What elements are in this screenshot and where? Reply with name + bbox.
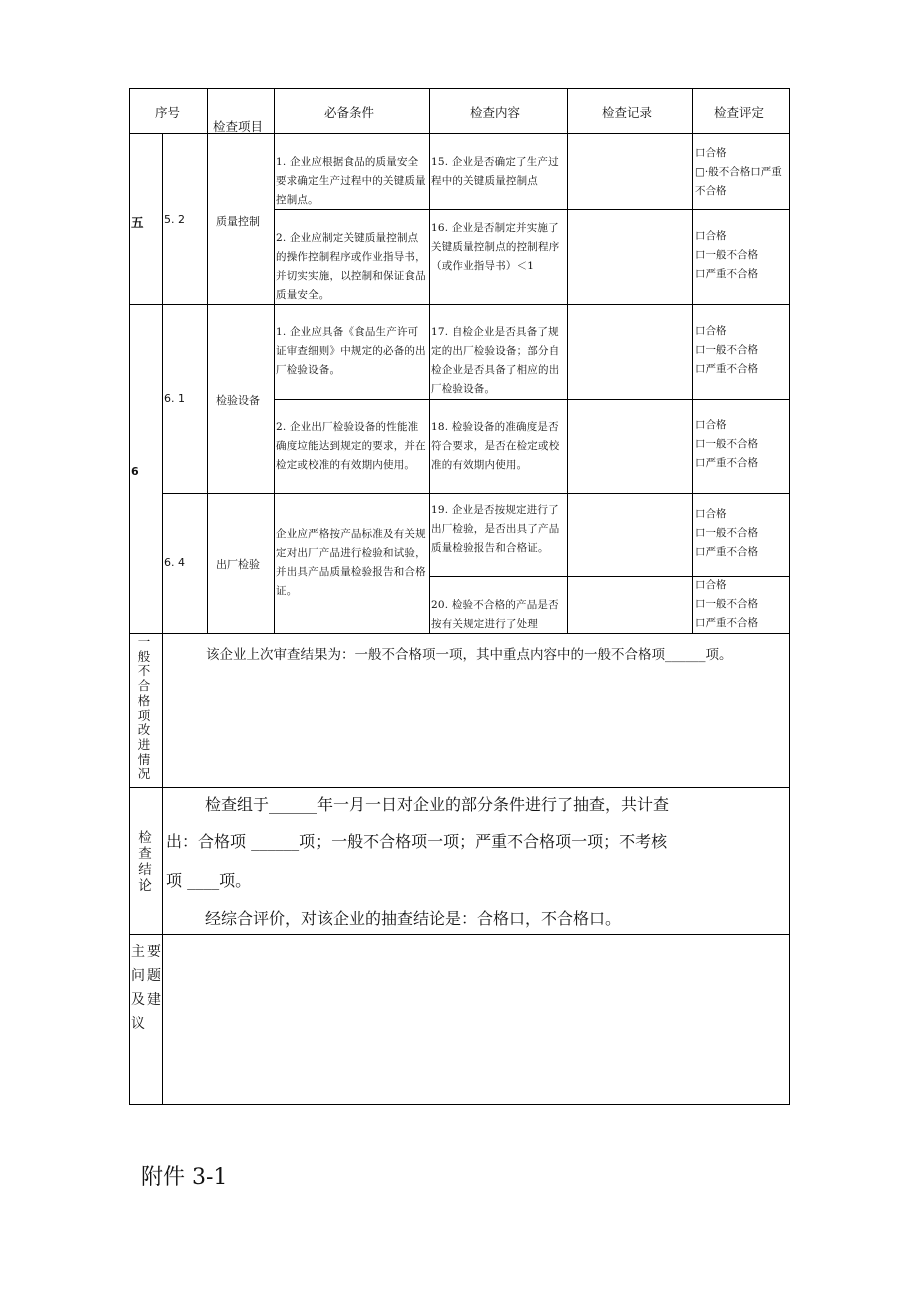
group-sub-5-2: 5. 2 [164,213,185,226]
row-5-evaluation [695,505,789,562]
conclusion-line-4: 经综合评价，对该企业的抽查结论是：合格口，不合格口。 [205,909,622,928]
eval-option: 口严重不合格 [695,268,758,280]
group-sub-6-4: 6. 4 [164,556,185,569]
eval-option: 口严重不合格 [695,546,758,558]
group-number-6: 6 [131,465,139,478]
row-6-evaluation [695,576,789,633]
header-evaluation: 检查评定 [714,105,765,120]
issues-label: 主要问题及建议 [131,944,163,1032]
attachment-label: 附件 3-1 [141,1165,228,1190]
row-1-content: 15. 企业是否确定了生产过程中的关键质量控制点 [431,156,559,187]
eval-option: 口严重不合格 [695,617,758,629]
improvement-label: 一般不合格项改进情况 [137,634,151,782]
group-sub-6-1: 6. 1 [164,392,185,405]
eval-option: □·般不合格口严重不合格 [695,166,782,197]
conclusion-line-3: 项 ____项。 [166,871,252,890]
row-6-content: 20. 检验不合格的产品是否按有关规定进行了处理 [431,599,559,630]
eval-option: 口一般不合格 [695,527,758,539]
row-1-condition: 1. 企业应根据食品的质量安全要求确定生产过程中的关键质量控制点。 [276,156,426,206]
conclusion-line-2: 出：合格项 ______项；一般不合格项一项；严重不合格项一项；不考核 [166,832,668,851]
conclusion-line-1: 检查组于______年一月一日对企业的部分条件进行了抽查，共计查 [205,795,670,814]
header-item: 检查项目 [213,119,264,134]
issues-content-area[interactable] [164,936,788,1102]
group-item-quality-control: 质量控制 [216,215,260,228]
row-2-condition: 2. 企业应制定关键质量控制点的操作控制程序或作业指导书，并切实实施，以控制和保证食品质量安全。 [276,232,426,301]
row-2-evaluation [695,227,789,284]
row-3-condition: 1. 企业应具备《食品生产许可证审查细则》中规定的必备的出厂检验设备。 [276,326,426,376]
conclusion-label: 检查结论 [138,830,152,894]
row-5-condition: 企业应严格按产品标准及有关规定对出厂产品进行检验和试验，并出具产品质量检验报告和合格证。 [276,528,426,597]
eval-option: 口合格 [695,230,727,242]
row-4-content: 18. 检验设备的准确度是否符合要求，是否在检定或校准的有效期内使用。 [431,421,560,471]
eval-option: 口合格 [695,325,727,337]
header-record: 检查记录 [602,105,653,120]
eval-option: 口合格 [695,508,727,520]
eval-option: 口一般不合格 [695,249,758,261]
row-4-condition: 2. 企业出厂检验设备的性能准确度垃能达到规定的要求，并在检定或校准的有效期内使用。 [276,421,426,471]
row-2-content: 16. 企业是否制定并实施了关键质量控制点的控制程序（或作业指导书）＜1 [431,222,560,272]
header-condition: 必备条件 [324,105,375,120]
row-3-content: 17. 自检企业是否具备了规定的出厂检验设备；部分自检企业是否具备了相应的出厂检验设备。 [431,326,560,395]
header-content: 检查内容 [470,105,521,120]
eval-option: 口一般不合格 [695,344,758,356]
row-3-evaluation [695,322,789,379]
eval-option: 口一般不合格 [695,598,758,610]
eval-option: 口合格 [695,419,727,431]
eval-option: 口合格 [695,579,727,591]
group-item-inspection-equipment: 检验设备 [216,394,260,407]
improvement-text: 该企业上次审查结果为：一般不合格项一项，其中重点内容中的一般不合格项______项。 [206,647,733,663]
group-item-factory-inspection: 出厂检验 [216,558,260,571]
row-5-content: 19. 企业是否按规定进行了出厂检验，是否出具了产品质量检验报告和合格证。 [431,504,560,554]
header-seq: 序号 [155,105,181,120]
eval-option: 口合格 [695,147,727,159]
row-1-evaluation [695,144,789,201]
group-number-5: 五 [131,215,144,230]
eval-option: 口一般不合格 [695,438,758,450]
row-4-evaluation [695,416,789,473]
eval-option: 口严重不合格 [695,457,758,469]
eval-option: 口严重不合格 [695,363,758,375]
